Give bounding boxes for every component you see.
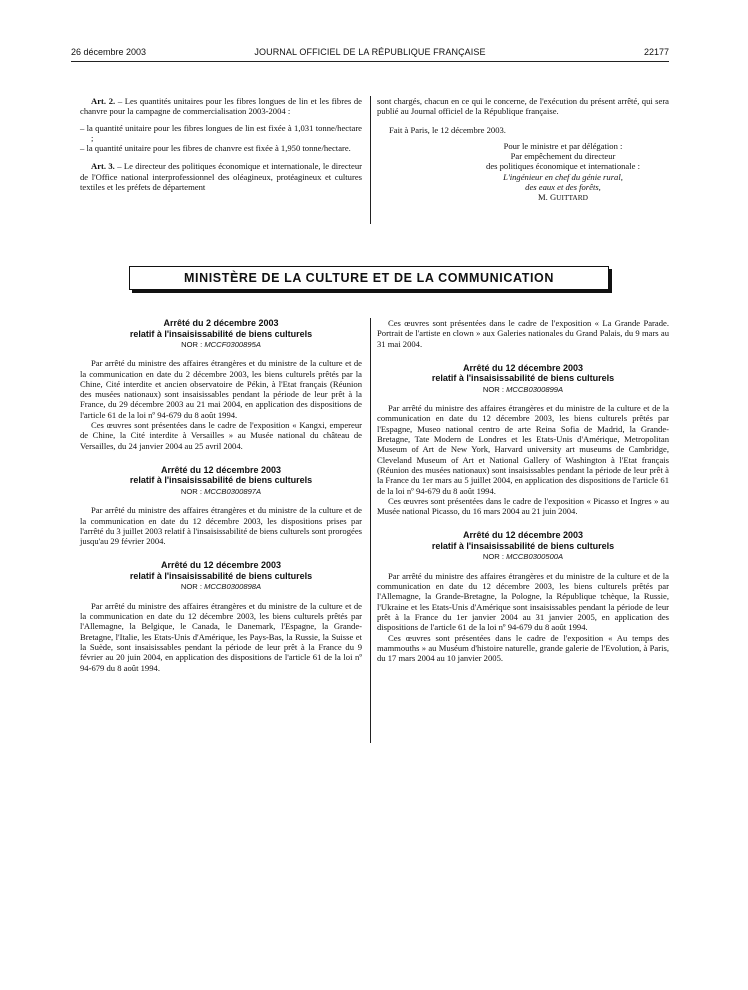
arrete-paragraph: Par arrêté du ministre des affaires étrangères et du ministre de la culture et de la communication en date du 2 décembre 2003, les biens culturels prêtés par la Chine, Cité interdite et ancien observatoire de Pékin, à l'Etat français (Réunion des musées nationaux) sont insaisissables pendant la période de leur prêt à la France, du 29 décembre 2003 au 21 mai 2004, en application des dispositions de l'article 61 de la loi nº 94-679 du 8 août 1994. bbox=[80, 358, 362, 420]
bottom-right-column bbox=[377, 318, 669, 663]
nor-reference bbox=[377, 552, 669, 562]
signature-line: Pour le ministre et par délégation : bbox=[503, 140, 623, 151]
article-2-text: – Les quantités unitaires pour les fibres longues de lin et les fibres de chanvre pour la campagne de commercialisation 2003-2004 : bbox=[80, 96, 362, 117]
signature-title: L'ingénieur en chef du génie rural, bbox=[503, 171, 623, 182]
arrete-title: Arrêté du 12 décembre 2003 bbox=[462, 530, 584, 541]
top-right-column bbox=[377, 96, 669, 204]
journal-title: JOURNAL OFFICIEL DE LA RÉPUBLIQUE FRANÇAISE bbox=[254, 47, 486, 57]
arrete-title: Arrêté du 12 décembre 2003 bbox=[160, 560, 282, 571]
column-divider bbox=[370, 318, 371, 743]
nor-code: MCCF0300895A bbox=[204, 340, 261, 349]
nor-code: MCCB0300897A bbox=[204, 486, 262, 496]
page-header bbox=[71, 47, 669, 59]
execution-paragraph: sont chargés, chacun en ce qui le concerne, de l'exécution du présent arrêté, qui sera publié au Journal officiel de la République française. bbox=[377, 96, 669, 117]
arrete-paragraph: Par arrêté du ministre des affaires étrangères et du ministre de la culture et de la communication en date du 12 décembre 2003, les biens culturels prêtés par l'Allemagne, la Belgique, le Canada, le Danemark, l'Espagne, la Grande-Bretagne, l'Italie, les Etats-Unis d'Amérique, les Pays-Bas, la Russie, la Suisse et la Suède, sont insaisissables pendant la période de leur prêt à la France du 9 février au 20 juin 2004, en application des dispositions de l'article 61 de la loi nº 94-679 du 8 août 1994. bbox=[80, 600, 362, 673]
nor-reference bbox=[80, 487, 362, 497]
ministry-banner: MINISTÈRE DE LA CULTURE ET DE LA COMMUNICATION bbox=[129, 266, 609, 290]
arrete-paragraph: Par arrêté du ministre des affaires étrangères et du ministre de la culture et de la communication en date du 12 décembre 2003, les dispositions prises par l'arrêté du 3 juillet 2003 relatif à l'insaisissabilité de biens culturels sont prorogées jusqu'au 29 février 2004. bbox=[80, 505, 362, 547]
arrete-block bbox=[377, 530, 669, 663]
nor-code: MCCB0300899A bbox=[506, 384, 564, 394]
nor-reference bbox=[80, 340, 362, 350]
arrete-block bbox=[80, 318, 362, 451]
top-left-column bbox=[80, 96, 362, 192]
arrete-title: Arrêté du 12 décembre 2003 bbox=[160, 464, 282, 475]
list-item: – la quantité unitaire pour les fibres de chanvre est fixée à 1,950 tonne/hectare. bbox=[80, 143, 351, 154]
arrete-paragraph: Par arrêté du ministre des affaires étrangères et du ministre de la culture et de la communication en date du 12 décembre 2003, les biens culturels prêtés par l'Espagne, Museo national centro de arte Reina Sofia de Madrid, la Grande-Bretagne, Tate Modern de Londres et les Etats-Unis d'Amérique, Metropolitan Museum of Art de New York, Harvard university art museums de Cambridge, Cleveland Museum of Art et National Gallery of Washington à l'Etat français (Réunion des musées nationaux) sont insaisissables pendant la période de leur prêt à la France du 1er mars au 5 juillet 2004, en application des dispositions de l'article 61 de la loi nº 94-679 du 8 août 1994. bbox=[377, 403, 669, 496]
header-date: 26 décembre 2003 bbox=[71, 47, 147, 57]
nor-label: NOR : bbox=[180, 582, 205, 592]
nor-code: MCCB0300500A bbox=[506, 552, 564, 562]
arrete-paragraph: Ces œuvres sont présentées dans le cadre de l'exposition « Au temps des mammouths » au Muséum d'histoire naturelle, grande galerie de l'Evolution, à Paris, du 17 mars 2004 au 10 janvier 2005. bbox=[377, 632, 669, 664]
arrete-subtitle: relatif à l'insaisissabilité de biens culturels bbox=[129, 475, 313, 486]
signature-line: des politiques économique et internationale : bbox=[486, 161, 640, 172]
article-2 bbox=[80, 96, 362, 117]
arrete-paragraph: Ces œuvres sont présentées dans le cadre de l'exposition « Picasso et Ingres » au Musée national Picasso, du 16 mars 2004 au 21 juin 2004. bbox=[377, 495, 669, 517]
article-3-label: Art. 3. bbox=[91, 161, 115, 172]
nor-reference bbox=[377, 385, 669, 395]
arrete-subtitle: relatif à l'insaisissabilité de biens culturels bbox=[431, 373, 615, 384]
article-2-label: Art. 2. bbox=[91, 96, 116, 106]
article-3-text: – Le directeur des politiques économique et internationale, le directeur de l'Office national interprofessionnel des oléagineux, protéagineux et cultures textiles et les préfets de département bbox=[80, 161, 362, 193]
signature-date: Fait à Paris, le 12 décembre 2003. bbox=[389, 124, 506, 135]
arrete-block bbox=[80, 560, 362, 672]
article-3 bbox=[80, 161, 362, 192]
nor-label: NOR : bbox=[181, 340, 205, 349]
header-rule bbox=[71, 61, 669, 62]
signatory-name-initial: M. G bbox=[538, 192, 557, 203]
signature-block bbox=[457, 141, 669, 204]
arrete-subtitle: relatif à l'insaisissabilité de biens culturels bbox=[129, 570, 313, 581]
arrete-block bbox=[80, 465, 362, 546]
signatory-name bbox=[457, 192, 669, 203]
nor-code: MCCB0300898A bbox=[204, 582, 262, 592]
signature-line: Par empêchement du directeur bbox=[510, 151, 616, 162]
arrete-title: Arrêté du 12 décembre 2003 bbox=[462, 362, 584, 373]
arrete-subtitle: relatif à l'insaisissabilité de biens culturels bbox=[129, 328, 313, 339]
arrete-paragraph: Par arrêté du ministre des affaires étrangères et du ministre de la culture et de la communication en date du 12 décembre 2003, les biens culturels prêtés par l'Allemagne, la Grande-Bretagne, la Pologne, la République tchèque, la Russie, l'Ukraine et les Etats-Unis d'Amérique sont insaisissables pendant la période de leur prêt à la France du 1er janvier 2004 au 31 janvier 2005, en application des dispositions de l'article 61 de la loi nº 94-679 du 8 août 1994. bbox=[377, 570, 669, 633]
signature-title: des eaux et des forêts, bbox=[525, 182, 601, 193]
list-item: – la quantité unitaire pour les fibres longues de lin est fixée à 1,031 tonne/hectare ; bbox=[80, 122, 362, 143]
bottom-left-column bbox=[80, 318, 362, 673]
arrete-paragraph: Ces œuvres sont présentées dans le cadre de l'exposition « La Grande Parade. Portrait de l'artiste en clown » aux Galeries nationales du Grand Palais, du 9 mars au 31 mai 2004. bbox=[377, 318, 669, 349]
page-number: 22177 bbox=[643, 47, 669, 57]
nor-label: NOR : bbox=[482, 552, 507, 562]
arrete-subtitle: relatif à l'insaisissabilité de biens culturels bbox=[431, 540, 615, 551]
signatory-name-rest: UITTARD bbox=[556, 193, 588, 203]
nor-reference bbox=[80, 582, 362, 592]
nor-label: NOR : bbox=[180, 486, 205, 496]
column-divider bbox=[370, 96, 371, 224]
arrete-paragraph: Ces œuvres sont présentées dans le cadre de l'exposition « Kangxi, empereur de Chine, la Cité interdite à Versailles » au Musée national du château de Versailles, du 24 janvier 2004 au 25 avril 2004. bbox=[80, 420, 362, 451]
nor-label: NOR : bbox=[482, 384, 507, 394]
arrete-block bbox=[377, 363, 669, 517]
arrete-title: Arrêté du 2 décembre 2003 bbox=[163, 318, 279, 328]
